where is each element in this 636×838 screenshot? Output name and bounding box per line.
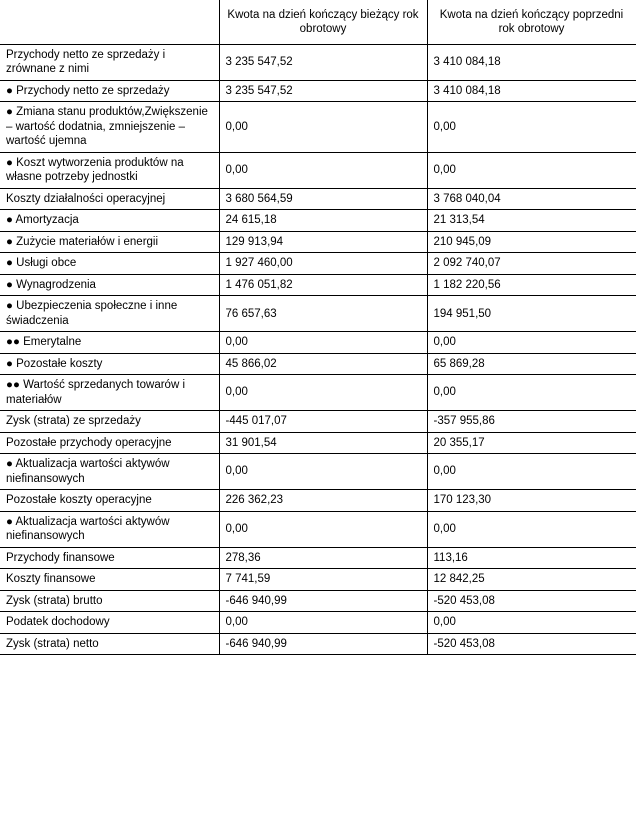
- table-row: [0, 353, 636, 374]
- row-label: Koszty działalności operacyjnej: [0, 188, 219, 209]
- row-value-previous: 0,00: [427, 454, 636, 490]
- row-label: ● Zużycie materiałów i energii: [0, 231, 219, 252]
- row-value-current: 0,00: [219, 102, 427, 152]
- row-value-previous: 12 842,25: [427, 569, 636, 590]
- row-label: ● Ubezpieczenia społeczne i inne świadczenia: [0, 296, 219, 332]
- table-row: [0, 152, 636, 188]
- row-label: Zysk (strata) ze sprzedaży: [0, 411, 219, 432]
- row-value-current: 0,00: [219, 612, 427, 633]
- row-value-previous: 170 123,30: [427, 490, 636, 511]
- row-label: ● Usługi obce: [0, 253, 219, 274]
- row-label: Przychody netto ze sprzedaży i zrównane z nimi: [0, 45, 219, 81]
- row-value-previous: 113,16: [427, 547, 636, 568]
- row-value-previous: 3 768 040,04: [427, 188, 636, 209]
- row-value-previous: 194 951,50: [427, 296, 636, 332]
- header-cell-current-year: Kwota na dzień kończący bieżący rok obrotowy: [219, 0, 427, 45]
- table-row: [0, 188, 636, 209]
- row-value-previous: 20 355,17: [427, 432, 636, 453]
- table-row: [0, 253, 636, 274]
- row-label: ● Pozostałe koszty: [0, 353, 219, 374]
- row-value-current: 226 362,23: [219, 490, 427, 511]
- row-value-previous: 3 410 084,18: [427, 45, 636, 81]
- row-value-current: 3 235 547,52: [219, 80, 427, 101]
- row-value-previous: 0,00: [427, 612, 636, 633]
- row-label: ● Amortyzacja: [0, 210, 219, 231]
- row-label: ● Aktualizacja wartości aktywów niefinansowych: [0, 454, 219, 490]
- row-label: ● Zmiana stanu produktów,Zwiększenie – wartość dodatnia, zmniejszenie – wartość ujemna: [0, 102, 219, 152]
- row-value-previous: 0,00: [427, 102, 636, 152]
- table-body: [0, 45, 636, 655]
- table-row: [0, 332, 636, 353]
- row-label: Przychody finansowe: [0, 547, 219, 568]
- row-value-current: 0,00: [219, 454, 427, 490]
- table-row: [0, 296, 636, 332]
- row-value-current: -445 017,07: [219, 411, 427, 432]
- row-label: Zysk (strata) netto: [0, 633, 219, 654]
- table-row: [0, 210, 636, 231]
- table-row: [0, 45, 636, 81]
- table-row: [0, 80, 636, 101]
- row-value-current: 3 680 564,59: [219, 188, 427, 209]
- table-row: [0, 490, 636, 511]
- row-value-current: -646 940,99: [219, 590, 427, 611]
- row-value-current: 1 476 051,82: [219, 274, 427, 295]
- row-value-current: 31 901,54: [219, 432, 427, 453]
- row-value-current: 0,00: [219, 375, 427, 411]
- row-value-current: 45 866,02: [219, 353, 427, 374]
- table-row: [0, 633, 636, 654]
- row-value-current: 0,00: [219, 332, 427, 353]
- row-label: Pozostałe przychody operacyjne: [0, 432, 219, 453]
- row-value-current: -646 940,99: [219, 633, 427, 654]
- row-label: Zysk (strata) brutto: [0, 590, 219, 611]
- row-value-previous: 65 869,28: [427, 353, 636, 374]
- table-row: [0, 375, 636, 411]
- row-label: Pozostałe koszty operacyjne: [0, 490, 219, 511]
- row-value-previous: 0,00: [427, 152, 636, 188]
- row-value-current: 24 615,18: [219, 210, 427, 231]
- row-value-current: 278,36: [219, 547, 427, 568]
- row-label: ●● Emerytalne: [0, 332, 219, 353]
- row-value-previous: 21 313,54: [427, 210, 636, 231]
- row-value-current: 129 913,94: [219, 231, 427, 252]
- row-label: ● Wynagrodzenia: [0, 274, 219, 295]
- row-label: ● Koszt wytworzenia produktów na własne potrzeby jednostki: [0, 152, 219, 188]
- header-cell-previous-year: Kwota na dzień kończący poprzedni rok obrotowy: [427, 0, 636, 45]
- table-row: [0, 432, 636, 453]
- table-row: [0, 411, 636, 432]
- row-value-previous: 0,00: [427, 332, 636, 353]
- row-value-previous: 3 410 084,18: [427, 80, 636, 101]
- table-row: [0, 454, 636, 490]
- row-value-current: 3 235 547,52: [219, 45, 427, 81]
- row-label: ● Aktualizacja wartości aktywów niefinansowych: [0, 511, 219, 547]
- row-value-previous: 1 182 220,56: [427, 274, 636, 295]
- row-label: ●● Wartość sprzedanych towarów i materiałów: [0, 375, 219, 411]
- table-row: [0, 274, 636, 295]
- row-value-current: 0,00: [219, 152, 427, 188]
- row-label: Podatek dochodowy: [0, 612, 219, 633]
- row-value-current: 1 927 460,00: [219, 253, 427, 274]
- table-row: [0, 231, 636, 252]
- row-value-current: 0,00: [219, 511, 427, 547]
- header-row: [0, 0, 636, 45]
- row-value-current: 7 741,59: [219, 569, 427, 590]
- row-value-previous: 0,00: [427, 375, 636, 411]
- table-row: [0, 569, 636, 590]
- table-row: [0, 102, 636, 152]
- row-value-previous: -520 453,08: [427, 590, 636, 611]
- row-value-current: 76 657,63: [219, 296, 427, 332]
- table-row: [0, 511, 636, 547]
- table-row: [0, 590, 636, 611]
- table-row: [0, 612, 636, 633]
- table-header: [0, 0, 636, 45]
- row-value-previous: 210 945,09: [427, 231, 636, 252]
- row-value-previous: -520 453,08: [427, 633, 636, 654]
- row-value-previous: -357 955,86: [427, 411, 636, 432]
- table-row: [0, 547, 636, 568]
- row-value-previous: 2 092 740,07: [427, 253, 636, 274]
- row-label: ● Przychody netto ze sprzedaży: [0, 80, 219, 101]
- row-label: Koszty finansowe: [0, 569, 219, 590]
- row-value-previous: 0,00: [427, 511, 636, 547]
- header-cell-blank: [0, 0, 219, 45]
